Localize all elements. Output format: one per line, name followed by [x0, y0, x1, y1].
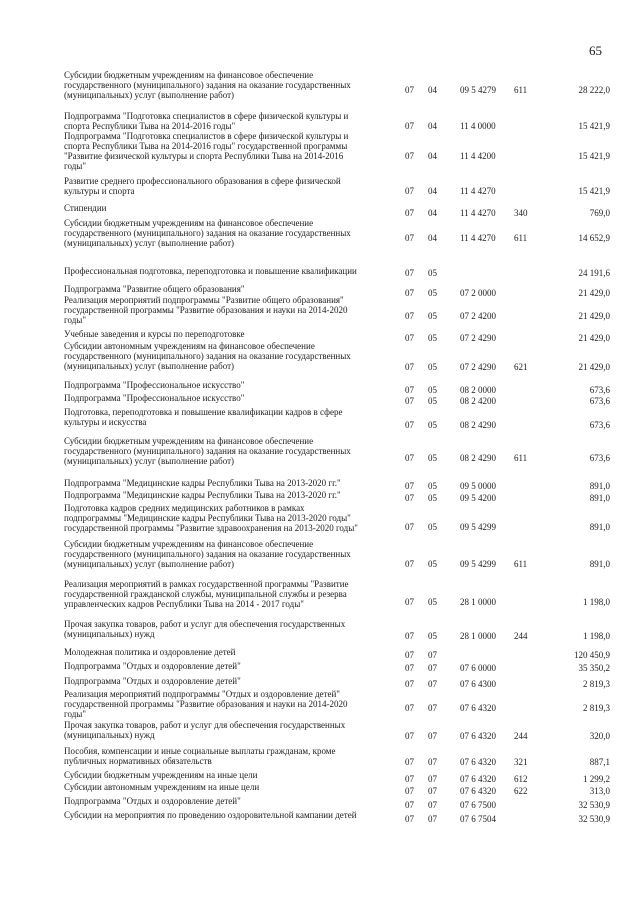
row-name-line: Подпрограмма "Отдых и оздоровление детей" — [64, 796, 241, 806]
target-item-code: 08 2 0000 — [460, 385, 496, 395]
subsection-code: 05 — [428, 385, 437, 395]
target-item-code: 11 4 4270 — [460, 233, 496, 243]
row-name-line: Субсидии автономным учреждениям на иные цели — [64, 782, 260, 792]
subsection-code: 05 — [428, 453, 437, 463]
section-code: 07 — [405, 362, 414, 372]
expense-type-code: 340 — [514, 208, 528, 218]
row-name-line: Подпрограмма "Отдых и оздоровление детей" — [64, 676, 241, 686]
expense-type-code: 321 — [514, 757, 528, 767]
subsection-code: 04 — [428, 85, 437, 95]
row-name-line: "Развитие физической культуры и спорта Республики Тыва на 2014-2016 — [64, 151, 344, 161]
row-name — [64, 689, 386, 719]
row-name-line: Подпрограмма "Подготовка специалистов в сфере физической культуры и — [64, 131, 349, 141]
row-name — [64, 176, 386, 196]
amount: 15 421,9 — [578, 151, 610, 161]
amount: 673,6 — [589, 385, 610, 395]
section-code: 07 — [405, 786, 414, 796]
row-name-line: Субсидии бюджетным учреждениям на финансовое обеспечение — [64, 70, 314, 80]
amount: 769,0 — [589, 208, 610, 218]
target-item-code: 07 6 4320 — [460, 774, 496, 784]
row-name-line: Профессиональная подготовка, переподготовка и повышение квалификации — [64, 266, 357, 276]
section-code: 07 — [405, 288, 414, 298]
row-name-line: Подпрограмма "Подготовка специалистов в сфере физической культуры и — [64, 111, 349, 121]
target-item-code: 07 6 4300 — [460, 679, 496, 689]
amount: 120 450,9 — [574, 650, 610, 660]
subsection-code: 07 — [428, 814, 437, 824]
section-code: 07 — [405, 85, 414, 95]
subsection-code: 05 — [428, 631, 437, 641]
row-name-line: Субсидии на мероприятия по проведению оздоровительной кампании детей — [64, 810, 357, 820]
row-name-line: Подпрограмма "Отдых и оздоровление детей" — [64, 661, 241, 671]
row-name — [64, 490, 386, 500]
row-name — [64, 407, 386, 427]
target-item-code: 07 6 0000 — [460, 663, 496, 673]
row-name-line: государственной гражданской службы, муниципальной службы и резерва — [64, 589, 347, 599]
row-name — [64, 111, 386, 131]
subsection-code: 05 — [428, 420, 437, 430]
row-name — [64, 796, 386, 806]
row-name — [64, 661, 386, 671]
row-name — [64, 720, 386, 740]
section-code: 07 — [405, 679, 414, 689]
amount: 15 421,9 — [578, 186, 610, 196]
row-name-line: публичных нормативных обязательств — [64, 756, 212, 766]
amount: 21 429,0 — [578, 311, 610, 321]
target-item-code: 07 2 4290 — [460, 333, 496, 343]
target-item-code: 07 2 4290 — [460, 362, 496, 372]
subsection-code: 07 — [428, 786, 437, 796]
expense-type-code: 622 — [514, 786, 528, 796]
subsection-code: 05 — [428, 597, 437, 607]
target-item-code: 28 1 0000 — [460, 631, 496, 641]
amount: 673,6 — [589, 453, 610, 463]
subsection-code: 07 — [428, 800, 437, 810]
row-name — [64, 393, 386, 403]
section-code: 07 — [405, 522, 414, 532]
section-code: 07 — [405, 493, 414, 503]
row-name-line: управленческих кадров Республики Тыва на 2014 - 2017 годы" — [64, 599, 304, 609]
subsection-code: 04 — [428, 233, 437, 243]
target-item-code: 08 2 4200 — [460, 396, 496, 406]
target-item-code: 08 2 4290 — [460, 420, 496, 430]
row-name-line: годы" — [64, 709, 87, 719]
row-name — [64, 619, 386, 639]
subsection-code: 04 — [428, 208, 437, 218]
target-item-code: 07 2 0000 — [460, 288, 496, 298]
target-item-code: 07 6 4320 — [460, 757, 496, 767]
row-name — [64, 770, 386, 780]
subsection-code: 05 — [428, 559, 437, 569]
subsection-code: 05 — [428, 268, 437, 278]
row-name — [64, 503, 386, 533]
section-code: 07 — [405, 559, 414, 569]
target-item-code: 09 5 4299 — [460, 559, 496, 569]
row-name-line: государственного (муниципального) задания на оказание государственных — [64, 351, 351, 361]
row-name-line: государственного (муниципального) задания на оказание государственных — [64, 228, 351, 238]
row-name — [64, 810, 386, 820]
section-code: 07 — [405, 663, 414, 673]
row-name — [64, 218, 386, 248]
section-code: 07 — [405, 151, 414, 161]
section-code: 07 — [405, 186, 414, 196]
row-name-line: Субсидии бюджетным учреждениям на финансовое обеспечение — [64, 539, 314, 549]
row-name-line: культуры и спорта — [64, 186, 135, 196]
target-item-code: 08 2 4290 — [460, 453, 496, 463]
row-name-line: Реализация мероприятий в рамках государственной программы "Развитие — [64, 579, 349, 589]
section-code: 07 — [405, 208, 414, 218]
target-item-code: 07 2 4200 — [460, 311, 496, 321]
target-item-code: 11 4 4270 — [460, 186, 496, 196]
subsection-code: 07 — [428, 703, 437, 713]
section-code: 07 — [405, 420, 414, 430]
section-code: 07 — [405, 703, 414, 713]
expense-type-code: 244 — [514, 731, 528, 741]
amount: 1 198,0 — [583, 631, 610, 641]
amount: 891,0 — [589, 559, 610, 569]
section-code: 07 — [405, 731, 414, 741]
row-name — [64, 131, 386, 171]
expense-type-code: 612 — [514, 774, 528, 784]
amount: 32 530,9 — [578, 814, 610, 824]
row-name-line: годы" — [64, 161, 87, 171]
row-name — [64, 676, 386, 686]
amount: 887,1 — [589, 757, 610, 767]
amount: 673,6 — [589, 396, 610, 406]
row-name-line: государственной программы "Развитие здравоохранения на 2013-2020 годы" — [64, 523, 358, 533]
row-name-line: Учебные заведения и курсы по переподготовке — [64, 329, 245, 339]
subsection-code: 05 — [428, 396, 437, 406]
amount: 28 222,0 — [578, 85, 610, 95]
row-name-line: Подпрограмма "Медицинские кадры Республики Тыва на 2013-2020 гг." — [64, 478, 341, 488]
row-name-line: Реализация мероприятий подпрограммы "Отдых и оздоровление детей" — [64, 689, 340, 699]
row-name-line: (муниципальных) услуг (выполнение работ) — [64, 90, 235, 100]
section-code: 07 — [405, 631, 414, 641]
row-name — [64, 478, 386, 488]
section-code: 07 — [405, 650, 414, 660]
row-name-line: спорта Республики Тыва на 2014-2016 годы" — [64, 121, 236, 131]
target-item-code: 09 5 4200 — [460, 493, 496, 503]
row-name — [64, 329, 386, 339]
section-code: 07 — [405, 396, 414, 406]
amount: 320,0 — [589, 731, 610, 741]
row-name-line: Подпрограмма "Медицинские кадры Республики Тыва на 2013-2020 гг." — [64, 490, 341, 500]
amount: 14 652,9 — [578, 233, 610, 243]
row-name-line: культуры и искусства — [64, 417, 147, 427]
subsection-code: 04 — [428, 121, 437, 131]
section-code: 07 — [405, 121, 414, 131]
target-item-code: 07 6 4320 — [460, 703, 496, 713]
row-name-line: годы" — [64, 315, 87, 325]
row-name — [64, 341, 386, 371]
target-item-code: 11 4 4270 — [460, 208, 496, 218]
row-name-line: Подготовка кадров средних медицинских работников в рамках — [64, 503, 305, 513]
section-code: 07 — [405, 385, 414, 395]
target-item-code: 09 5 4299 — [460, 522, 496, 532]
row-name-line: Реализация мероприятий подпрограммы "Развитие общего образования" — [64, 295, 344, 305]
section-code: 07 — [405, 597, 414, 607]
target-item-code: 07 6 7500 — [460, 800, 496, 810]
row-name-line: государственной программы "Развитие образования и науки на 2014-2020 — [64, 699, 348, 709]
row-name — [64, 782, 386, 792]
row-name-line: Развитие среднего профессионального образования в сфере физической — [64, 176, 341, 186]
page-number: 65 — [589, 43, 602, 58]
target-item-code: 11 4 0000 — [460, 121, 496, 131]
target-item-code: 07 6 4320 — [460, 786, 496, 796]
subsection-code: 04 — [428, 186, 437, 196]
row-name — [64, 284, 386, 294]
subsection-code: 07 — [428, 679, 437, 689]
row-name-line: Субсидии бюджетным учреждениям на иные цели — [64, 770, 258, 780]
target-item-code: 11 4 4200 — [460, 151, 496, 161]
amount: 21 429,0 — [578, 333, 610, 343]
row-name-line: (муниципальных) услуг (выполнение работ) — [64, 238, 235, 248]
row-name — [64, 266, 386, 276]
subsection-code: 07 — [428, 774, 437, 784]
section-code: 07 — [405, 268, 414, 278]
section-code: 07 — [405, 453, 414, 463]
row-name-line: Подпрограмма "Профессиональное искусство" — [64, 393, 245, 403]
subsection-code: 05 — [428, 333, 437, 343]
row-name-line: Молодежная политика и оздоровление детей — [64, 647, 236, 657]
amount: 673,6 — [589, 420, 610, 430]
amount: 24 191,6 — [578, 268, 610, 278]
row-name — [64, 579, 386, 609]
amount: 21 429,0 — [578, 362, 610, 372]
section-code: 07 — [405, 757, 414, 767]
row-name — [64, 295, 386, 325]
subsection-code: 05 — [428, 362, 437, 372]
row-name — [64, 746, 386, 766]
amount: 1 299,2 — [583, 774, 610, 784]
subsection-code: 05 — [428, 288, 437, 298]
row-name-line: государственной программы "Развитие образования и науки на 2014-2020 — [64, 305, 348, 315]
amount: 15 421,9 — [578, 121, 610, 131]
amount: 2 819,3 — [583, 679, 610, 689]
subsection-code: 07 — [428, 650, 437, 660]
subsection-code: 05 — [428, 522, 437, 532]
row-name-line: государственного (муниципального) задания на оказание государственных — [64, 446, 351, 456]
target-item-code: 07 6 7504 — [460, 814, 496, 824]
row-name-line: Подпрограмма "Развитие общего образования" — [64, 284, 245, 294]
section-code: 07 — [405, 481, 414, 491]
amount: 891,0 — [589, 522, 610, 532]
row-name — [64, 647, 386, 657]
row-name-line: (муниципальных) услуг (выполнение работ) — [64, 361, 235, 371]
row-name-line: Прочая закупка товаров, работ и услуг для обеспечения государственных — [64, 619, 346, 629]
amount: 2 819,3 — [583, 703, 610, 713]
section-code: 07 — [405, 311, 414, 321]
target-item-code: 28 1 0000 — [460, 597, 496, 607]
row-name-line: (муниципальных) нужд — [64, 730, 155, 740]
expense-type-code: 611 — [514, 559, 528, 569]
section-code: 07 — [405, 774, 414, 784]
subsection-code: 05 — [428, 311, 437, 321]
row-name-line: Прочая закупка товаров, работ и услуг для обеспечения государственных — [64, 720, 346, 730]
amount: 32 530,9 — [578, 800, 610, 810]
row-name-line: Подготовка, переподготовка и повышение квалификации кадров в сфере — [64, 407, 343, 417]
subsection-code: 07 — [428, 731, 437, 741]
row-name-line: государственного (муниципального) задания на оказание государственных — [64, 80, 351, 90]
section-code: 07 — [405, 814, 414, 824]
expense-type-code: 611 — [514, 85, 528, 95]
subsection-code: 07 — [428, 757, 437, 767]
row-name-line: (муниципальных) нужд — [64, 629, 155, 639]
row-name-line: (муниципальных) услуг (выполнение работ) — [64, 559, 235, 569]
amount: 891,0 — [589, 481, 610, 491]
amount: 21 429,0 — [578, 288, 610, 298]
subsection-code: 05 — [428, 481, 437, 491]
amount: 1 198,0 — [583, 597, 610, 607]
row-name-line: подпрограммы "Медицинские кадры Республики Тыва на 2013-2020 годы" — [64, 513, 351, 523]
row-name-line: Стипендии — [64, 203, 107, 213]
row-name — [64, 380, 386, 390]
row-name-line: спорта Республики Тыва на 2014-2016 годы" государственной программы — [64, 141, 348, 151]
section-code: 07 — [405, 800, 414, 810]
row-name — [64, 539, 386, 569]
expense-type-code: 621 — [514, 362, 528, 372]
row-name — [64, 70, 386, 100]
amount: 313,0 — [589, 786, 610, 796]
row-name-line: Субсидии бюджетным учреждениям на финансовое обеспечение — [64, 436, 314, 446]
section-code: 07 — [405, 333, 414, 343]
target-item-code: 09 5 4279 — [460, 85, 496, 95]
subsection-code: 05 — [428, 493, 437, 503]
row-name-line: (муниципальных) услуг (выполнение работ) — [64, 456, 235, 466]
row-name-line: Пособия, компенсации и иные социальные выплаты гражданам, кроме — [64, 746, 336, 756]
amount: 891,0 — [589, 493, 610, 503]
row-name-line: государственного (муниципального) задания на оказание государственных — [64, 549, 351, 559]
row-name-line: Субсидии автономным учреждениям на финансовое обеспечение — [64, 341, 315, 351]
row-name-line: Субсидии бюджетным учреждениям на финансовое обеспечение — [64, 218, 314, 228]
row-name — [64, 436, 386, 466]
row-name-line: Подпрограмма "Профессиональное искусство" — [64, 380, 245, 390]
section-code: 07 — [405, 233, 414, 243]
subsection-code: 04 — [428, 151, 437, 161]
expense-type-code: 244 — [514, 631, 528, 641]
target-item-code: 09 5 0000 — [460, 481, 496, 491]
subsection-code: 07 — [428, 663, 437, 673]
target-item-code: 07 6 4320 — [460, 731, 496, 741]
expense-type-code: 611 — [514, 233, 528, 243]
expense-type-code: 611 — [514, 453, 528, 463]
amount: 35 350,2 — [578, 663, 610, 673]
row-name — [64, 203, 386, 213]
